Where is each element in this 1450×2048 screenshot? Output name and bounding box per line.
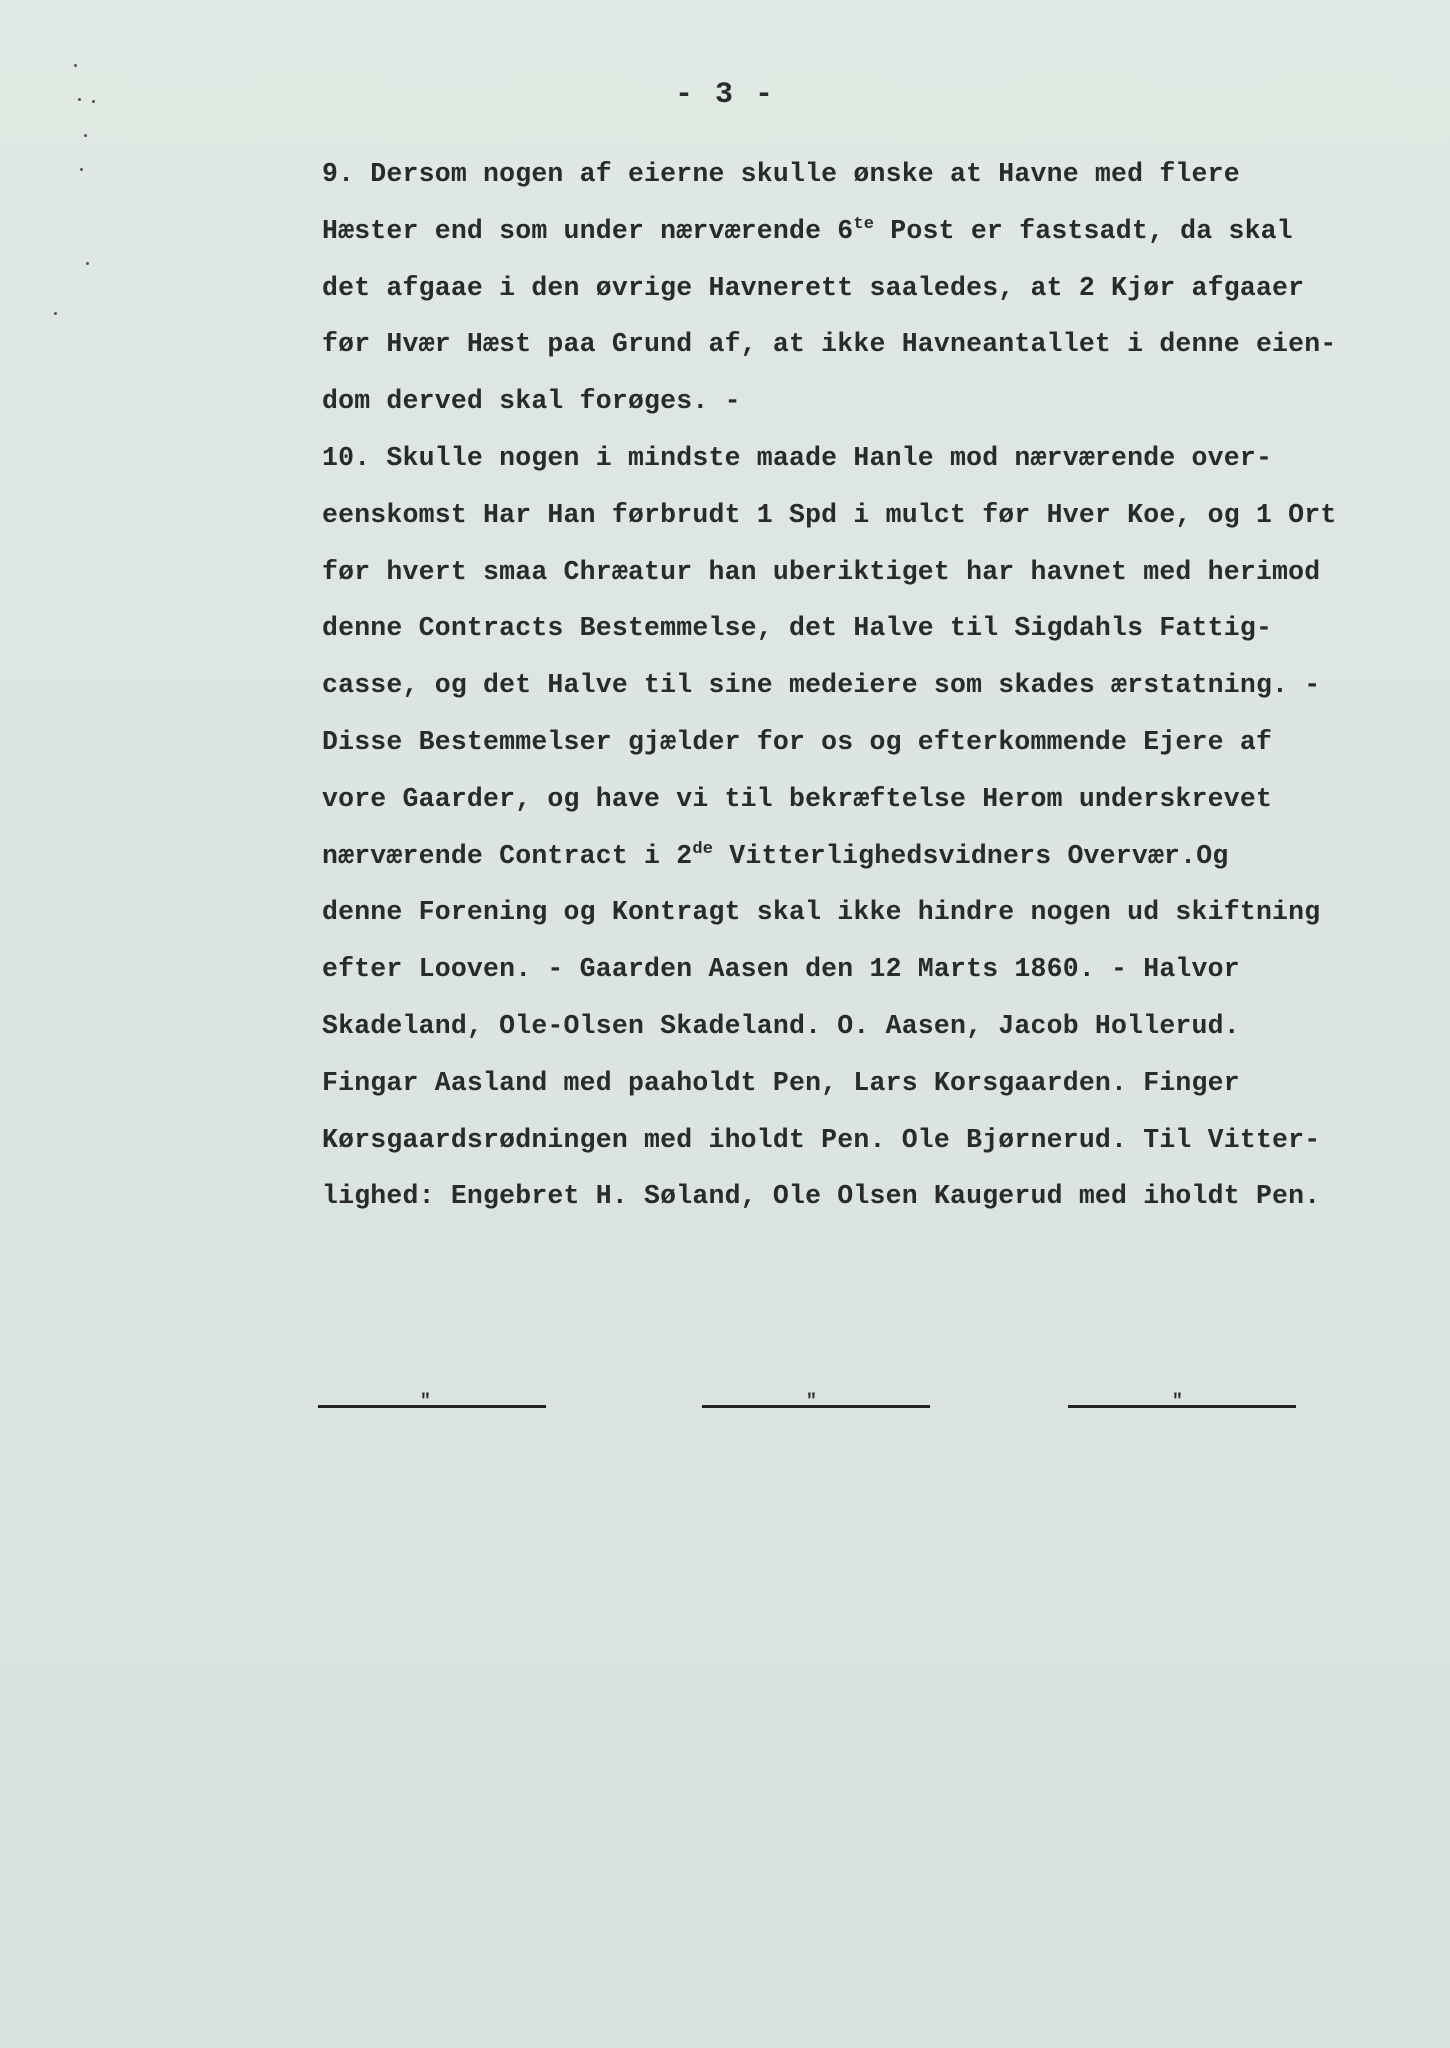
margin-mark — [80, 168, 83, 171]
margin-mark — [84, 134, 87, 137]
text-line-1: 9. Dersom nogen af eierne skulle ønske at Havne med flere — [322, 159, 1240, 189]
page-number: - 3 - — [674, 78, 775, 112]
ditto-mark-3: " — [1172, 1392, 1183, 1412]
superscript-te: te — [853, 214, 875, 234]
text-line-2 — [322, 203, 1432, 260]
text-line-13 — [322, 828, 1432, 885]
margin-mark — [54, 312, 57, 315]
text-line-15: efter Looven. - Gaarden Aasen den 12 Marts 1860. - Halvor — [322, 954, 1240, 985]
text-line-16: Skadeland, Ole-Olsen Skadeland. O. Aasen, Jacob Hollerud. — [322, 1010, 1240, 1041]
text-line-12: vore Gaarder, og have vi til bekræftelse Herom underskrevet — [322, 783, 1273, 814]
text-line-11: Disse Bestemmelser gjælder for os og efterkommende Ejere af — [322, 726, 1273, 757]
signature-line-1 — [318, 1405, 546, 1408]
document-body — [322, 146, 1432, 1225]
text-line-2-end: Post er fastsadt, da skal — [874, 215, 1293, 246]
text-line-9: denne Contracts Bestemmelse, det Halve til Sigdahls Fattig- — [322, 613, 1273, 644]
text-line-7: eenskomst Har Han førbrudt 1 Spd i mulct før Hver Koe, og 1 Ort — [322, 499, 1337, 530]
superscript-de: de — [692, 839, 714, 859]
text-line-4: før Hvær Hæst paa Grund af, at ikke Havneantallet i denne eien- — [322, 329, 1337, 360]
text-line-3: det afgaae i den øvrige Havnerett saaledes, at 2 Kjør afgaaer — [322, 272, 1305, 303]
margin-mark — [86, 262, 89, 265]
text-line-17: Fingar Aasland med paaholdt Pen, Lars Korsgaarden. Finger — [322, 1067, 1240, 1098]
text-line-14: denne Forening og Kontragt skal ikke hindre nogen ud skiftning — [322, 897, 1321, 928]
ditto-mark-2: " — [806, 1392, 817, 1412]
margin-mark — [74, 64, 77, 67]
text-line-2-start: Hæster end som under nærværende 6 — [322, 215, 854, 246]
text-line-8: før hvert smaa Chræatur han uberiktiget har havnet med herimod — [322, 556, 1321, 587]
text-line-13-end: Vitterlighedsvidners Overvær.Og — [713, 840, 1229, 871]
text-line-5: dom derved skal forøges. - — [322, 386, 741, 417]
text-line-10: casse, og det Halve til sine medeiere som skades ærstatning. - — [322, 670, 1321, 701]
text-line-13-start: nærværende Contract i 2 — [322, 840, 693, 871]
text-line-6: 10. Skulle nogen i mindste maade Hanle mod nærværende over- — [322, 442, 1273, 473]
text-line-18: Kørsgaardsrødningen med iholdt Pen. Ole Bjørnerud. Til Vitter- — [322, 1124, 1321, 1155]
text-line-19: lighed: Engebret H. Søland, Ole Olsen Kaugerud med iholdt Pen. — [322, 1181, 1321, 1212]
ditto-mark-1: " — [420, 1392, 431, 1412]
